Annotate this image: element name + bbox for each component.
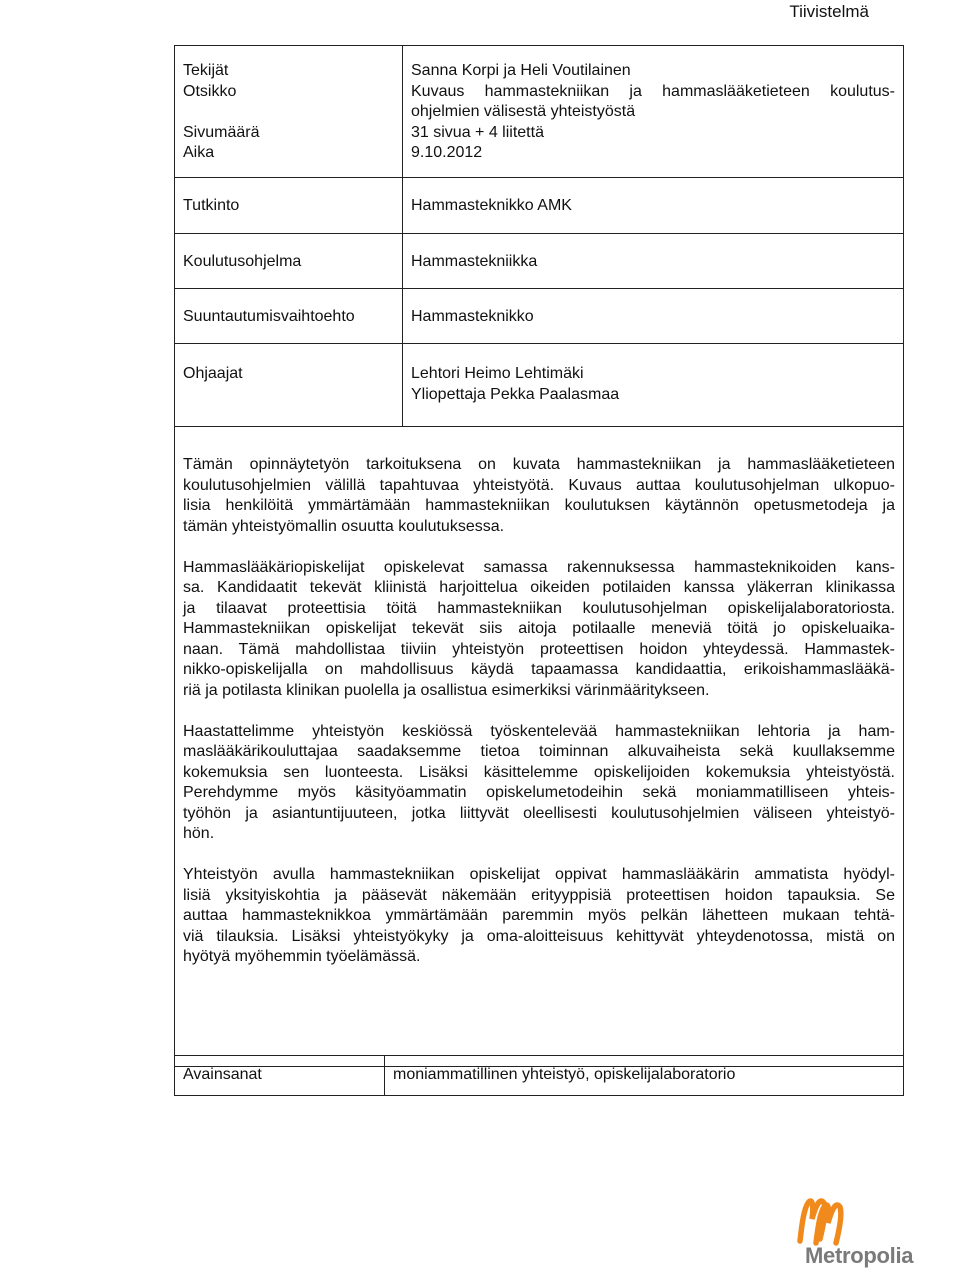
keywords-label: Avainsanat xyxy=(183,1066,262,1083)
label-suuntautumisvaihtoehto: Suuntautumisvaihtoehto xyxy=(183,308,355,325)
label-sivumaara: Sivumäärä xyxy=(183,123,260,141)
paragraph-line: Hammaslääkäriopiskelijat opiskelevat samassa rakennuksessa hammasteknikoiden kans- xyxy=(183,558,895,576)
abstract-text xyxy=(183,455,895,988)
paragraph-line: lisiä yksityiskohtia ja pääsevät näkemään erityyppisiä proteettisen hoidon tapauksia. Se xyxy=(183,886,895,904)
page-header-title: Tiivistelmä xyxy=(789,2,869,21)
degree-value: Hammasteknikko AMK xyxy=(411,197,572,214)
paragraph-line: työhön ja asiantuntijuuteen, jotka liittyvät oleellisesti koulutusohjelmien väliseen yhteistyö- xyxy=(183,804,895,822)
paragraph-line: tämän yhteistyömallin osuutta koulutuksessa. xyxy=(183,517,505,535)
paragraph-line: koulutusohjelmien välillä tapahtuvaa yhteistyötä. Kuvaus auttaa koulutusohjelman ulkopuo- xyxy=(183,476,895,494)
paragraph-line: nikko-opiskelijalla on mahdollisuus käydä tapaamassa kandidaattia, erikoishammaslääkä- xyxy=(183,661,895,678)
paragraph-line: viä tilauksia. Lisäksi yhteistyökyky ja oma-aloitteisuus kehittyvät yhteydenotossa, mistä on xyxy=(183,927,895,945)
title-value-line1: Kuvaus hammastekniikan ja hammaslääketieteen koulutus- xyxy=(411,82,895,100)
keywords-row xyxy=(174,1055,904,1096)
paragraph-line: kokemuksia sen luonteesta. Lisäksi käsittelemme opiskelijoiden kokemuksia yhteistyöstä. xyxy=(183,763,895,781)
paragraph-line: maslääkärikouluttajaa saadaksemme tietoa toiminnan alkuvaiheista sekä kuullaksemme xyxy=(183,743,895,760)
paragraph-line: Yhteistyön avulla hammastekniikan opiskelijat oppivat hammaslääkärin ammatista hyödyl- xyxy=(183,866,895,883)
paragraph-line: Hammastekniikan opiskelijat tekevät siis aitoja potilaalle meneviä töitä jo opiskeluaika- xyxy=(183,620,895,637)
meta-values xyxy=(411,61,895,164)
pages-value: 31 sivua + 4 liitettä xyxy=(411,123,544,141)
title-value-line2: ohjelmien välisestä yhteistyöstä xyxy=(411,103,636,120)
label-tutkinto: Tutkinto xyxy=(183,197,240,214)
abstract-form xyxy=(174,45,904,1067)
keywords-divider xyxy=(384,1056,385,1095)
abstract-paragraph-2 xyxy=(183,558,895,702)
label-tekijat: Tekijät xyxy=(183,62,229,79)
supervisor-2: Yliopettaja Pekka Paalasmaa xyxy=(411,385,620,403)
authors-value: Sanna Korpi ja Heli Voutilainen xyxy=(411,62,631,79)
logo-wordmark: Metropolia xyxy=(805,1243,914,1268)
supervisor-1: Lehtori Heimo Lehtimäki xyxy=(411,365,584,382)
meta-labels xyxy=(183,61,259,164)
abstract-paragraph-1 xyxy=(183,455,895,537)
paragraph-line: sa. Kandidaatit tekevät kliinistä harjoittelua oikeiden potilaiden kanssa yläkerran klinikassa xyxy=(183,579,895,596)
paragraph-line: Perehdymme myös käsityöammatin opiskelumetodeihin sekä moniammatilliseen yhteis- xyxy=(183,784,895,801)
abstract-paragraph-3 xyxy=(183,722,895,845)
paragraph-line: hyötyä myöhemmin työelämässä. xyxy=(183,948,421,965)
label-aika: Aika xyxy=(183,144,215,161)
abstract-paragraph-4 xyxy=(183,865,895,968)
specialisation-value: Hammasteknikko xyxy=(411,308,534,325)
paragraph-line: lisia henkilöitä ymmärtämään hammastekniikan koulutuksen käytännön opetusmetodeja ja xyxy=(183,497,895,514)
label-koulutusohjelma: Koulutusohjelma xyxy=(183,253,302,270)
meta-row-supervisors xyxy=(175,344,903,427)
meta-row-specialisation xyxy=(175,289,903,344)
meta-row-programme xyxy=(175,234,903,289)
paragraph-line: Haastattelimme yhteistyön keskiössä työskentelevää hammastekniikan lehtoria ja ham- xyxy=(183,722,895,740)
paragraph-line: ja tilaavat proteettisia töitä hammastekniikan koulutusohjelman opiskelijalaboratoriosta. xyxy=(183,599,895,617)
meta-row-authors xyxy=(175,46,903,178)
paragraph-line: naan. Tämä mahdollistaa tiiviin yhteistyön proteettisen hoidon yhteydessä. Hammastek- xyxy=(183,640,895,658)
programme-value: Hammastekniikka xyxy=(411,253,538,270)
keywords-value: moniammatillinen yhteistyö, opiskelijalaboratorio xyxy=(393,1066,736,1083)
label-ohjaajat: Ohjaajat xyxy=(183,365,243,382)
meta-row-degree xyxy=(175,178,903,234)
paragraph-line: riä ja potilasta klinikan puolella ja osallistua esimerkiksi värinmääritykseen. xyxy=(183,681,710,699)
paragraph-line: auttaa hammasteknikkoa ymmärtämään paremmin myös pelkän lähetteen mukaan tehtä- xyxy=(183,907,895,924)
supervisors-value xyxy=(411,364,895,405)
label-empty xyxy=(183,102,259,123)
label-otsikko: Otsikko xyxy=(183,82,237,100)
date-value: 9.10.2012 xyxy=(411,144,483,161)
paragraph-line: Tämän opinnäytetyön tarkoituksena on kuvata hammastekniikan ja hammaslääketieteen xyxy=(183,456,895,473)
paragraph-line: hön. xyxy=(183,825,215,842)
